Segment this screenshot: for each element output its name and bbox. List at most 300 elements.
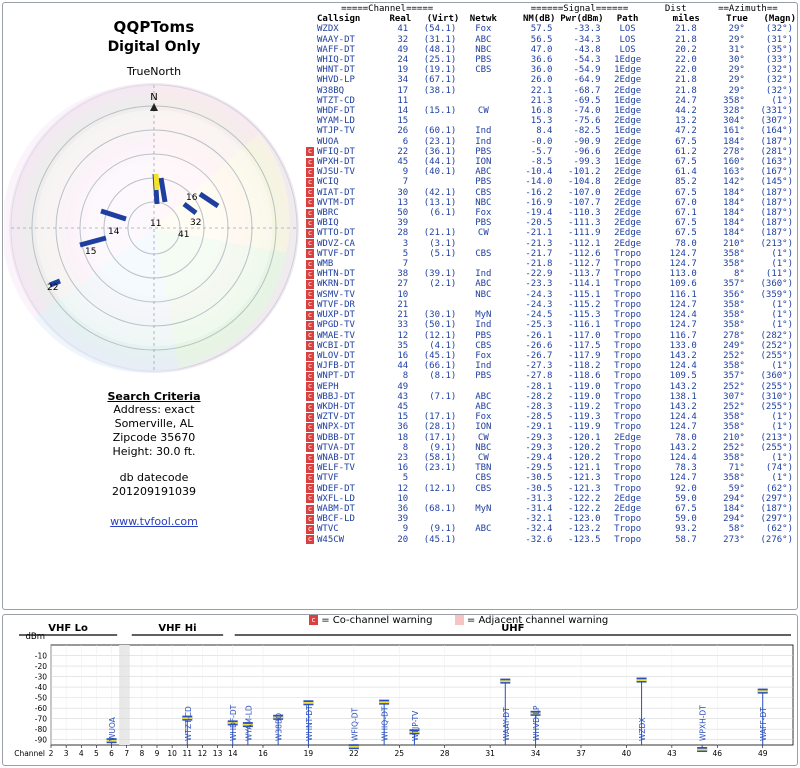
table-row[interactable] <box>306 412 796 422</box>
tvfool-link[interactable]: www.tvfool.com <box>110 515 198 528</box>
real-channel-cell: 7 <box>402 259 409 270</box>
noise-margin-cell: -21.7 <box>525 248 553 259</box>
magnetic-azimuth-cell: (62°) <box>765 524 793 535</box>
virtual-channel-cell: (7.1) <box>429 391 457 402</box>
table-row[interactable] <box>306 65 796 75</box>
warning-cell <box>306 341 315 351</box>
path-cell: Tropo <box>614 473 642 484</box>
co-channel-warning-icon: c <box>306 219 314 228</box>
table-row[interactable] <box>306 106 796 116</box>
noise-margin-cell: 57.5 <box>530 24 553 35</box>
magnetic-azimuth-cell: (167°) <box>760 167 793 178</box>
co-channel-warning-icon: c <box>306 188 314 197</box>
distance-cell: 143.2 <box>669 401 697 412</box>
warning-cell <box>306 167 315 177</box>
real-channel-cell: 10 <box>397 493 409 504</box>
co-channel-warning-icon: c <box>306 290 314 299</box>
table-row[interactable] <box>306 371 796 381</box>
search-criteria <box>4 390 304 459</box>
table-row[interactable] <box>306 55 796 65</box>
real-channel-cell: 13 <box>397 197 409 208</box>
group-header-netwk-spacer <box>459 4 507 14</box>
true-azimuth-cell: 294° <box>723 514 745 525</box>
network-cell <box>459 514 507 524</box>
magnetic-azimuth-cell: (297°) <box>760 514 793 525</box>
network-cell: PBS <box>475 330 492 341</box>
svg-text:11: 11 <box>150 219 162 229</box>
network-cell: ABC <box>475 167 492 178</box>
signal-table <box>306 4 796 545</box>
noise-margin-cell: -26.1 <box>525 330 553 341</box>
network-cell: ION <box>475 422 492 433</box>
co-channel-warning-icon: c <box>306 352 314 361</box>
network-cell: CW <box>477 432 489 443</box>
magnetic-azimuth-cell: (281°) <box>760 146 793 157</box>
table-row[interactable] <box>306 320 796 330</box>
db-datecode-value: 201209191039 <box>112 485 196 498</box>
real-channel-cell: 44 <box>397 361 409 372</box>
magnetic-azimuth-cell: (32°) <box>765 75 793 86</box>
true-azimuth-cell: 163° <box>723 167 745 178</box>
real-channel-cell: 9 <box>402 524 409 535</box>
table-row[interactable] <box>306 24 796 34</box>
network-cell: Fox <box>475 208 492 219</box>
table-row[interactable] <box>306 75 796 85</box>
real-channel-cell: 11 <box>397 95 409 106</box>
co-channel-warning-icon: c <box>306 362 314 371</box>
station-label: WTJP-TV <box>410 710 420 741</box>
true-azimuth-cell: 358° <box>723 248 745 259</box>
path-cell: Tropo <box>614 361 642 372</box>
callsign-cell: WHNT-DT <box>317 65 355 76</box>
x-tick-label: 34 <box>530 749 541 758</box>
callsign-cell: WHVD-LP <box>317 75 355 86</box>
callsign-cell: WMB <box>317 259 334 270</box>
network-cell: CBS <box>475 483 492 494</box>
real-channel-cell: 17 <box>397 85 409 96</box>
virtual-channel-cell: (45.1) <box>423 534 457 545</box>
co-channel-warning-icon: c <box>306 300 314 309</box>
network-cell <box>459 96 507 106</box>
co-channel-warning-icon: c <box>306 515 314 524</box>
noise-margin-cell: -25.3 <box>525 320 553 331</box>
real-channel-cell: 45 <box>397 157 409 168</box>
real-channel-cell: 30 <box>397 187 409 198</box>
table-row[interactable] <box>306 249 796 259</box>
real-channel-cell: 5 <box>402 473 409 484</box>
distance-cell: 67.1 <box>675 208 697 219</box>
warning-cell <box>306 290 315 300</box>
warn-group-header <box>306 4 315 14</box>
path-cell: 2Edge <box>614 167 642 178</box>
table-row[interactable] <box>306 433 796 443</box>
virtual-channel-cell: (17.1) <box>423 432 457 443</box>
power-cell: -74.0 <box>573 106 601 117</box>
co-channel-warning-icon: c <box>306 168 314 177</box>
table-row[interactable] <box>306 239 796 249</box>
callsign-cell: WVTM-DT <box>317 197 355 208</box>
table-row[interactable] <box>306 208 796 218</box>
real-channel-cell: 19 <box>397 65 409 76</box>
warning-cell <box>306 412 315 422</box>
warning-cell <box>306 147 315 157</box>
true-azimuth-cell: 358° <box>723 310 745 321</box>
co-channel-warning-icon: c <box>306 535 314 544</box>
table-row[interactable] <box>306 382 796 392</box>
callsign-cell: WBIQ <box>317 218 339 229</box>
station-label: WHVD-LP <box>532 705 542 741</box>
magnetic-azimuth-cell: (31°) <box>765 34 793 45</box>
virtual-channel-cell: (9.1) <box>429 442 457 453</box>
table-row[interactable] <box>306 484 796 494</box>
path-cell: Tropo <box>614 299 642 310</box>
band-separator <box>119 645 130 745</box>
adjacent-channel-legend-text: = Adjacent channel warning <box>466 615 609 626</box>
distance-cell: 67.5 <box>675 218 697 229</box>
warning-cell <box>306 24 315 34</box>
true-azimuth-cell: 356° <box>723 289 745 300</box>
table-row[interactable] <box>306 463 796 473</box>
table-row[interactable] <box>306 392 796 402</box>
x-tick-label: 14 <box>227 749 238 758</box>
virtual-channel-cell <box>411 177 459 187</box>
co-channel-warning-icon: c <box>306 249 314 258</box>
noise-margin-cell: -32.6 <box>525 534 553 545</box>
real-channel-cell: 36 <box>397 503 409 514</box>
warning-cell <box>306 402 315 412</box>
table-row[interactable] <box>306 331 796 341</box>
x-tick-label: 12 <box>197 749 208 758</box>
network-cell: NBC <box>475 44 492 55</box>
truenorth-label: TrueNorth <box>126 65 182 78</box>
virtual-channel-cell: (67.1) <box>423 75 457 86</box>
noise-margin-cell: -32.1 <box>525 514 553 525</box>
search-criteria-title: Search Criteria <box>107 390 201 403</box>
signal-marker-core <box>349 746 359 748</box>
noise-margin-cell: -8.5 <box>530 157 553 168</box>
distance-cell: 124.4 <box>669 361 697 372</box>
table-row[interactable] <box>306 218 796 228</box>
warning-cell <box>306 463 315 473</box>
table-row[interactable] <box>306 402 796 412</box>
table-row[interactable] <box>306 96 796 106</box>
col-magn: (Magn) <box>763 14 796 25</box>
virtual-channel-cell: (39.1) <box>423 269 457 280</box>
magnetic-azimuth-cell: (1°) <box>771 473 793 484</box>
network-cell: Ind <box>475 269 492 280</box>
path-cell: Tropo <box>614 381 642 392</box>
noise-margin-cell: 16.8 <box>530 106 553 117</box>
magnetic-azimuth-cell: (145°) <box>760 177 793 188</box>
real-channel-cell: 35 <box>397 340 409 351</box>
table-row[interactable] <box>306 45 796 55</box>
callsign-cell: WTVF-DR <box>317 299 355 310</box>
distance-cell: 21.8 <box>675 85 697 96</box>
callsign-cell: WZTV-DT <box>317 412 355 423</box>
search-address: Address: exact <box>113 403 195 416</box>
path-cell: 2Edge <box>614 432 642 443</box>
magnetic-azimuth-cell: (1°) <box>771 422 793 433</box>
x-tick-label: 8 <box>139 749 145 758</box>
true-azimuth-cell: 278° <box>723 146 745 157</box>
warning-cell <box>306 433 315 443</box>
magnetic-azimuth-cell: (32°) <box>765 85 793 96</box>
virtual-channel-cell <box>411 300 459 310</box>
x-tick-label: 5 <box>94 749 99 758</box>
table-row[interactable] <box>306 443 796 453</box>
path-cell: 2Edge <box>614 238 642 249</box>
real-channel-cell: 50 <box>397 208 409 219</box>
co-channel-warning-icon: c <box>306 331 314 340</box>
power-cell: -121.3 <box>568 473 601 484</box>
callsign-cell: WNAB-DT <box>317 452 355 463</box>
true-azimuth-cell: 184° <box>723 187 745 198</box>
magnetic-azimuth-cell: (11°) <box>765 269 793 280</box>
path-cell: LOS <box>619 34 636 45</box>
distance-cell: 20.2 <box>675 44 697 55</box>
co-channel-warning-icon: c <box>306 311 314 320</box>
magnetic-azimuth-cell: (255°) <box>760 442 793 453</box>
table-row[interactable] <box>306 269 796 279</box>
signal-marker-core <box>697 749 707 751</box>
power-cell: -118.6 <box>568 371 601 382</box>
warning-cell <box>306 198 315 208</box>
co-channel-warning-icon: c <box>306 423 314 432</box>
path-cell: 2Edge <box>614 136 642 147</box>
noise-margin-cell: -22.9 <box>525 269 553 280</box>
warning-cell <box>306 45 315 55</box>
table-row[interactable] <box>306 361 796 371</box>
callsign-cell: WTVF <box>317 473 339 484</box>
real-channel-cell: 28 <box>397 228 409 239</box>
virtual-channel-cell: (8.1) <box>429 371 457 382</box>
station-label: WFIQ-DT <box>350 707 360 741</box>
real-channel-cell: 15 <box>397 412 409 423</box>
table-row[interactable] <box>306 514 796 524</box>
x-tick-label: 11 <box>182 749 193 758</box>
path-cell: 2Edge <box>614 177 642 188</box>
table-row[interactable] <box>306 504 796 514</box>
virtual-channel-cell: (5.1) <box>429 248 457 259</box>
network-cell: CBS <box>475 187 492 198</box>
magnetic-azimuth-cell: (255°) <box>760 401 793 412</box>
table-row[interactable] <box>306 198 796 208</box>
path-cell: 1Edge <box>614 157 642 168</box>
true-azimuth-cell: 358° <box>723 422 745 433</box>
real-channel-cell: 45 <box>397 401 409 412</box>
distance-cell: 78.3 <box>675 463 697 474</box>
network-cell: Fox <box>475 412 492 423</box>
noise-margin-cell: 36.6 <box>530 55 553 66</box>
warning-cell <box>306 453 315 463</box>
tvfool-link-wrap[interactable] <box>4 515 304 528</box>
magnetic-azimuth-cell: (187°) <box>760 197 793 208</box>
co-channel-warning-icon: c <box>306 280 314 289</box>
real-channel-cell: 38 <box>397 269 409 280</box>
table-row[interactable] <box>306 300 796 310</box>
true-azimuth-cell: 58° <box>728 524 745 535</box>
callsign-cell: WABM-DT <box>317 503 355 514</box>
table-row[interactable] <box>306 147 796 157</box>
true-azimuth-cell: 29° <box>728 85 745 96</box>
callsign-cell: WELF-TV <box>317 463 355 474</box>
virtual-channel-cell: (4.1) <box>429 340 457 351</box>
true-azimuth-cell: 29° <box>728 34 745 45</box>
warning-cell <box>306 392 315 402</box>
true-azimuth-cell: 184° <box>723 503 745 514</box>
page-title: QQPToms <box>113 18 195 36</box>
noise-margin-cell: -29.4 <box>525 452 553 463</box>
real-channel-cell: 41 <box>397 24 409 35</box>
table-row[interactable] <box>306 279 796 289</box>
table-row[interactable] <box>306 259 796 269</box>
magnetic-azimuth-cell: (187°) <box>760 218 793 229</box>
table-row[interactable] <box>306 494 796 504</box>
callsign-cell: WTVF-DT <box>317 248 355 259</box>
warning-cell <box>306 116 315 126</box>
table-row[interactable] <box>306 137 796 147</box>
power-cell: -119.2 <box>568 401 601 412</box>
true-azimuth-cell: 358° <box>723 259 745 270</box>
power-cell: -68.7 <box>573 85 601 96</box>
real-channel-cell: 8 <box>402 371 409 382</box>
noise-margin-cell: -29.5 <box>525 463 553 474</box>
magnetic-azimuth-cell: (187°) <box>760 187 793 198</box>
table-row[interactable] <box>306 177 796 187</box>
table-row[interactable] <box>306 157 796 167</box>
callsign-cell: W45CW <box>317 534 345 545</box>
true-azimuth-cell: 210° <box>723 238 745 249</box>
power-cell: -75.6 <box>573 116 601 127</box>
path-cell: Tropo <box>614 371 642 382</box>
network-cell: Ind <box>475 126 492 137</box>
table-row[interactable] <box>306 290 796 300</box>
virtual-channel-cell: (2.1) <box>429 279 457 290</box>
table-row[interactable] <box>306 188 796 198</box>
table-row[interactable] <box>306 341 796 351</box>
callsign-cell: WFIQ-DT <box>317 146 355 157</box>
magnetic-azimuth-cell: (164°) <box>760 126 793 137</box>
network-cell: CBS <box>475 473 492 484</box>
network-cell <box>459 86 507 96</box>
table-row[interactable] <box>306 524 796 534</box>
true-azimuth-cell: 31° <box>728 44 745 55</box>
channel-strength-chart-frame <box>2 614 798 766</box>
virtual-channel-cell <box>411 218 459 228</box>
co-channel-legend-chip: c <box>309 615 318 625</box>
co-channel-warning-icon: c <box>306 433 314 442</box>
co-channel-warning-icon: c <box>306 239 314 248</box>
warning-cell <box>306 361 315 371</box>
real-channel-cell: 27 <box>397 279 409 290</box>
table-row[interactable] <box>306 126 796 136</box>
magnetic-azimuth-cell: (282°) <box>760 330 793 341</box>
callsign-cell: WYAM-LD <box>317 116 355 127</box>
callsign-cell: WBRC <box>317 208 339 219</box>
true-azimuth-cell: 358° <box>723 452 745 463</box>
magnetic-azimuth-cell: (213°) <box>760 238 793 249</box>
magnetic-azimuth-cell: (1°) <box>771 95 793 106</box>
x-tick-label: 6 <box>109 749 114 758</box>
table-row[interactable] <box>306 351 796 361</box>
table-row[interactable] <box>306 310 796 320</box>
station-label: WZDX <box>638 717 648 741</box>
co-channel-warning-icon: c <box>306 403 314 412</box>
x-tick-label: 37 <box>576 749 586 758</box>
true-azimuth-cell: 184° <box>723 136 745 147</box>
noise-margin-cell: -28.2 <box>525 391 553 402</box>
power-cell: -43.8 <box>573 44 601 55</box>
callsign-cell: WPGD-TV <box>317 320 355 331</box>
true-azimuth-cell: 184° <box>723 208 745 219</box>
warning-cell <box>306 535 315 545</box>
distance-cell: 124.7 <box>669 248 697 259</box>
real-channel-cell: 21 <box>397 310 409 321</box>
path-cell: Tropo <box>614 289 642 300</box>
page-subtitle: Digital Only <box>107 39 201 55</box>
warning-cell <box>306 65 315 75</box>
table-row[interactable] <box>306 228 796 238</box>
real-channel-cell: 23 <box>397 452 409 463</box>
magnetic-azimuth-cell: (213°) <box>760 432 793 443</box>
table-row[interactable] <box>306 116 796 126</box>
distance-cell: 13.2 <box>675 116 697 127</box>
network-cell: ABC <box>475 34 492 45</box>
magnetic-azimuth-cell: (35°) <box>765 44 793 55</box>
callsign-cell: WLOV-DT <box>317 350 355 361</box>
warning-cell <box>306 371 315 381</box>
virtual-channel-cell: (66.1) <box>423 361 457 372</box>
path-cell: 1Edge <box>614 95 642 106</box>
network-cell: NBC <box>475 289 492 300</box>
true-azimuth-cell: 184° <box>723 197 745 208</box>
noise-margin-cell: -26.7 <box>525 350 553 361</box>
table-row[interactable] <box>306 453 796 463</box>
real-channel-cell: 7 <box>402 177 409 188</box>
noise-margin-cell: -28.1 <box>525 381 553 392</box>
virtual-channel-cell <box>411 402 459 412</box>
true-azimuth-cell: 273° <box>723 534 745 545</box>
table-row[interactable] <box>306 167 796 177</box>
co-channel-warning-icon: c <box>306 474 314 483</box>
table-row[interactable] <box>306 535 796 545</box>
table-row[interactable] <box>306 86 796 96</box>
path-cell: 2Edge <box>614 228 642 239</box>
distance-cell: 143.2 <box>669 381 697 392</box>
db-datecode-label: db datecode <box>119 471 189 484</box>
co-channel-warning-icon: c <box>306 178 314 187</box>
magnetic-azimuth-cell: (1°) <box>771 248 793 259</box>
table-row[interactable] <box>306 473 796 483</box>
distance-cell: 59.0 <box>675 493 697 504</box>
polar-plot <box>4 78 304 378</box>
group-header-signal: ======Signal====== <box>530 4 629 14</box>
table-row[interactable] <box>306 35 796 45</box>
distance-cell: 124.7 <box>669 320 697 331</box>
noise-margin-cell: -5.7 <box>530 146 553 157</box>
power-cell: -123.5 <box>568 534 601 545</box>
co-channel-warning-icon: c <box>306 158 314 167</box>
warning-cell <box>306 300 315 310</box>
power-cell: -101.2 <box>568 167 601 178</box>
magnetic-azimuth-cell: (360°) <box>760 371 793 382</box>
warning-cell <box>306 259 315 269</box>
noise-margin-cell: -27.3 <box>525 361 553 372</box>
network-cell: ABC <box>475 391 492 402</box>
noise-margin-cell: -29.3 <box>525 432 553 443</box>
real-channel-cell: 22 <box>397 146 409 157</box>
table-row[interactable] <box>306 422 796 432</box>
